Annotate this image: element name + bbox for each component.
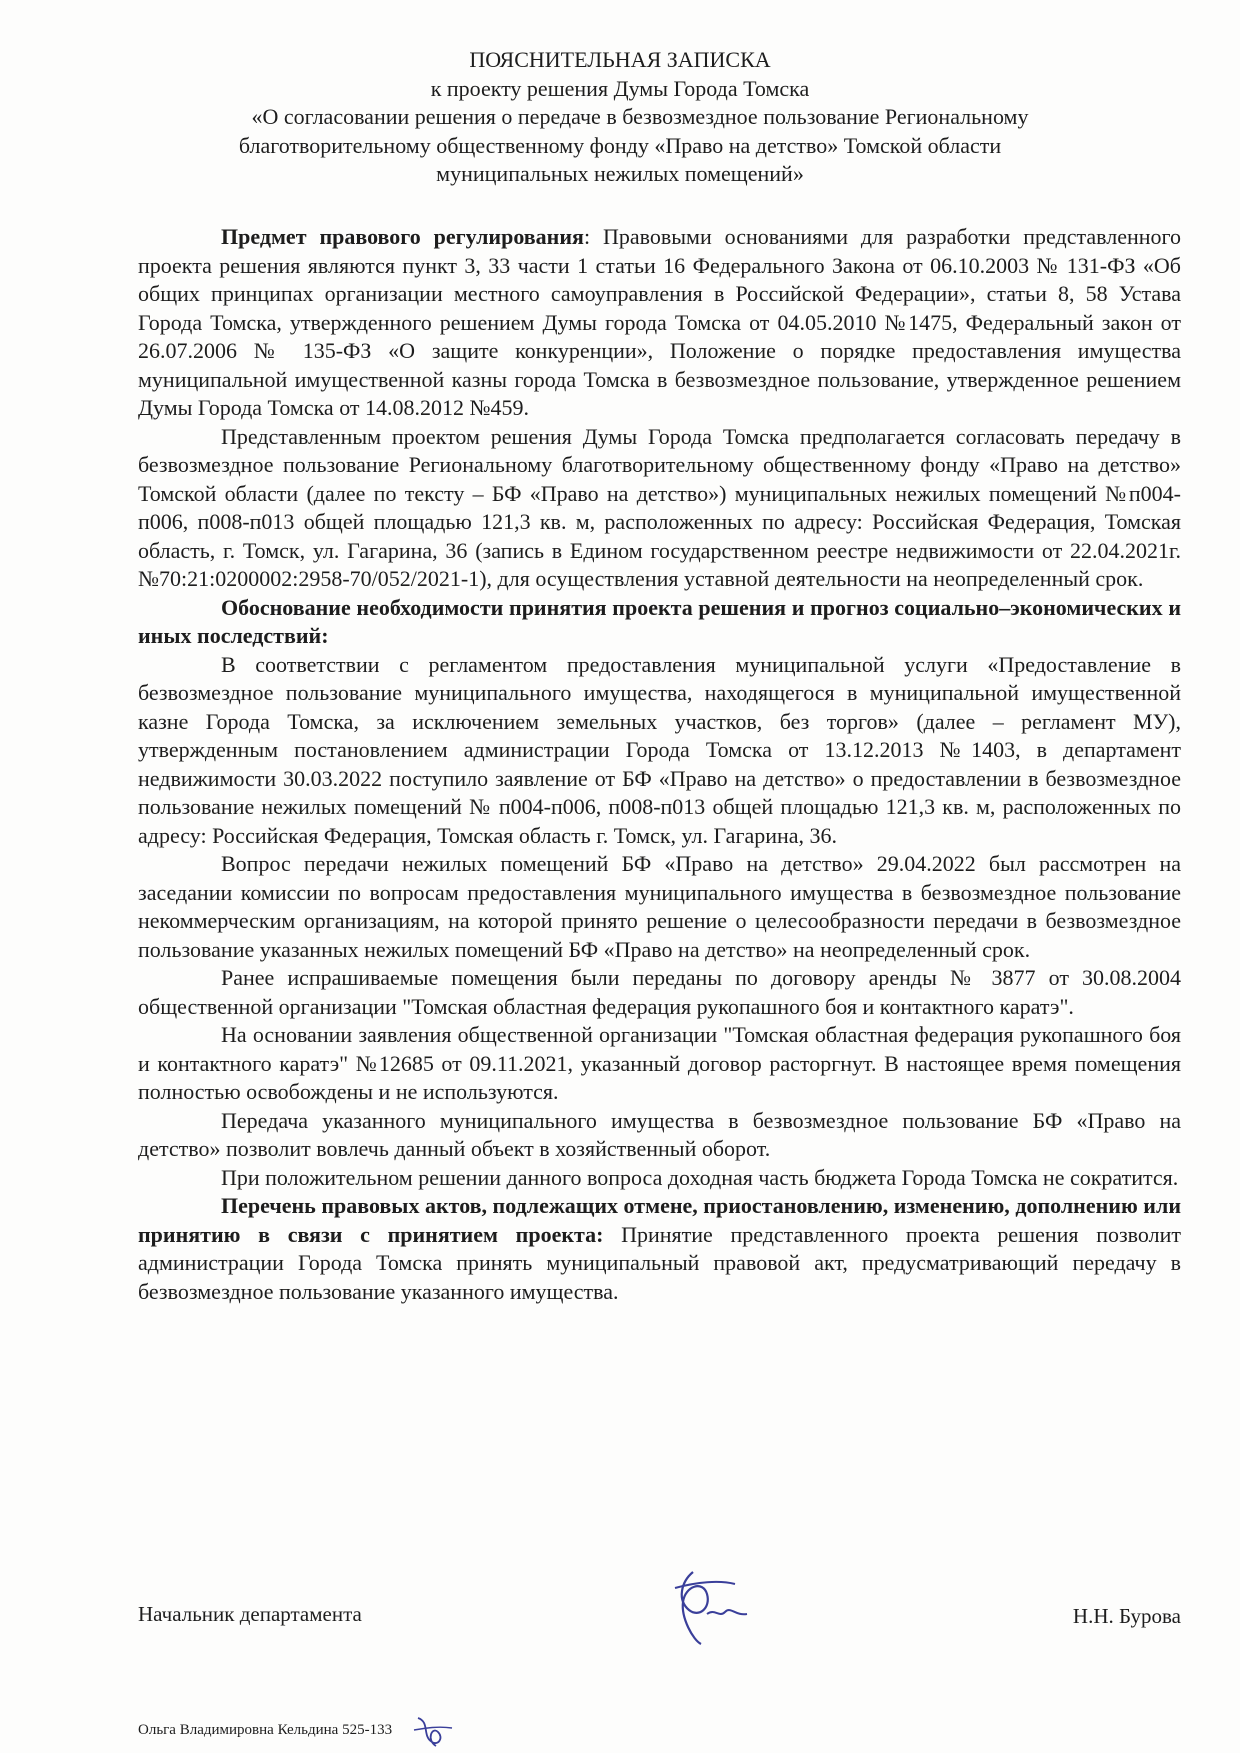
document-body [138, 223, 1181, 1306]
paragraph-termination: На основании заявления общественной организации "Томская областная федерация рукопашного боя и контактного каратэ" №12685 от 09.11.2021, указанный договор расторгнут. В настоящее время помещения полностью освобождены и не используются. [138, 1022, 1181, 1104]
heading-legal-acts: Перечень правовых актов, подлежащих отмене, приостановлению, изменению, дополнению или принятию в связи с принятием проекта: [138, 1193, 1181, 1247]
paragraph-regulation: В соответствии с регламентом предоставления муниципальной услуги «Предоставление в безвозмездное пользование муниципального имущества, находящегося в муниципальной имущественной казне Города Томска, за исключением земельных участков, без торгов» (далее – регламент МУ), утвержденным постановлением администрации Города Томска от 13.12.2013 №1403, в департамент недвижимости 30.03.2022 поступило заявление от БФ «Право на детство» о предоставлении в безвозмездное пользование нежилых помещений № п004-п006, п008-п013 общей площадью 121,3 кв. м, расположенных по адресу: Российская Федерация, Томская область г. Томск, ул. Гагарина, 36. [138, 651, 1181, 848]
heading-legal-regulation: Предмет правового регулирования [221, 224, 584, 249]
document-title: ПОЯСНИТЕЛЬНАЯ ЗАПИСКА [469, 47, 771, 72]
signatory-name: Н.Н. Бурова [1072, 1604, 1181, 1628]
heading-justification: Обоснование необходимости принятия проекта решения и прогноз социально–экономических и иных последствий: [138, 594, 1181, 648]
executor-initials-mark [408, 1712, 458, 1750]
paragraph-legal-basis [138, 223, 1181, 423]
legal-basis-text: : Правовыми основаниями для разработки представленного проекта решения являются пункт 3, 33 части 1 статьи 16 Федерального Закона от 06.10.2003 № 131-ФЗ «Об общих принципах организации местного самоуправления в Российской Федерации», статьи 8, 58 Устава Города Томска, утвержденного решением Думы города Томска от 04.05.2010 №1475, Федеральный закон от 26.07.2006 № 135-ФЗ «О защите конкуренции», Положение о порядке предоставления имущества муниципальной имущественной казны города Томска в безвозмездное пользование, утвержденное решением Думы Города Томска от 14.08.2012 №459. [138, 224, 1181, 420]
paragraph-previous-lease: Ранее испрашиваемые помещения были переданы по договору аренды № 3877 от 30.08.2004 общественной организации "Томская областная федерация рукопашного боя и контактного каратэ". [138, 965, 1181, 1019]
project-title-line-3: муниципальных нежилых помещений» [436, 161, 804, 186]
document-header [120, 46, 1120, 189]
signature-block [138, 1598, 1181, 1638]
signatory-title: Начальник департамента [138, 1602, 362, 1626]
paragraph-legal-acts [138, 1192, 1181, 1306]
project-title-line-2: благотворительному общественному фонду «Право на детство» Томской области [238, 132, 1002, 158]
paragraph-proposal: Представленным проектом решения Думы Города Томска предполагается согласовать передачу в безвозмездное пользование Региональному благотворительному общественному фонду «Право на детство» Томской области (далее по тексту – БФ «Право на детство») муниципальных нежилых помещений №п004-п006, п008-п013 общей площадью 121,3 кв. м, расположенных по адресу: Российская Федерация, Томская область, г. Томск, ул. Гагарина, 36 (запись в Едином государственном реестре недвижимости от 22.04.2021г. №70:21:0200002:2958-70/052/2021-1), для осуществления уставной деятельности на неопределенный срок. [138, 423, 1181, 591]
paragraph-commission: Вопрос передачи нежилых помещений БФ «Право на детство» 29.04.2022 был рассмотрен на заседании комиссии по вопросам предоставления муниципального имущества в безвозмездное пользование некоммерческим организациям, на которой принято решение о целесообразности передачи в безвозмездное пользование указанных нежилых помещений БФ «Право на детство» на неопределенный срок. [138, 851, 1181, 962]
handwritten-signature [653, 1560, 763, 1650]
executor-contact: Ольга Владимировна Кельдина 525-133 [138, 1722, 393, 1738]
document-subtitle: к проекту решения Думы Города Томска [430, 75, 810, 101]
project-title-line-1: «О согласовании решения о передаче в безвозмездное пользование Региональному [251, 104, 1029, 129]
paragraph-budget: При положительном решении данного вопроса доходная часть бюджета Города Томска не сократится. [221, 1164, 1179, 1190]
paragraph-economic-turnover: Передача указанного муниципального имущества в безвозмездное пользование БФ «Право на детство» позволит вовлечь данный объект в хозяйственный оборот. [138, 1107, 1181, 1161]
legal-acts-text: Принятие представленного проекта решения позволит администрации Города Томска принять муниципальный правовой акт, предусматривающий передачу в безвозмездное пользование указанного имущества. [138, 1221, 1181, 1304]
